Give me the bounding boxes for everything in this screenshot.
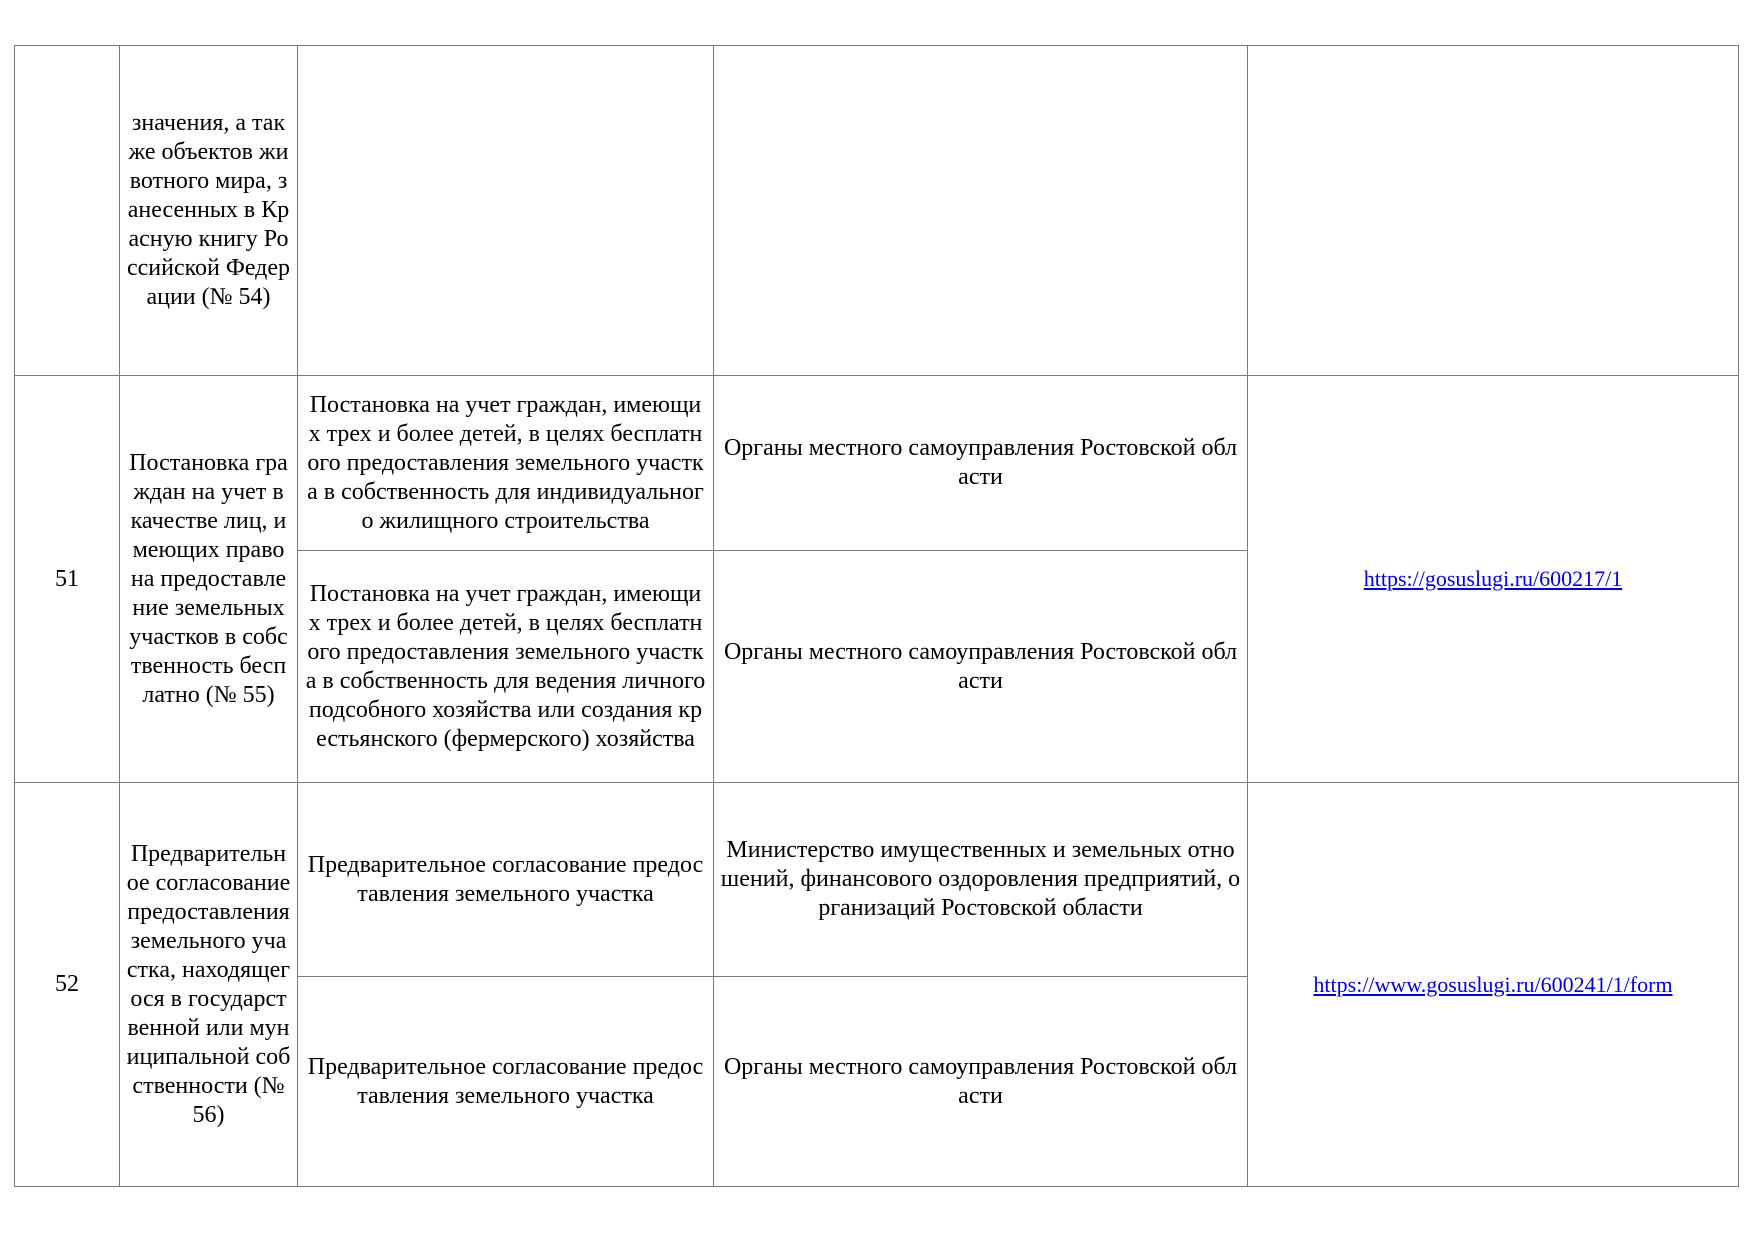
row-number-cell: 52 — [15, 783, 120, 1187]
provider-cell: Органы местного самоуправления Ростовской области — [714, 551, 1248, 783]
table-row-52 — [15, 783, 1739, 977]
subservice-name-cell: Предварительное согласование предоставления земельного участка — [298, 783, 714, 977]
service-name-cell: Постановка граждан на учет в качестве лиц, имеющих право на предоставление земельных участков в собственность бесплатно (№ 55) — [120, 376, 298, 783]
services-table — [14, 45, 1739, 1187]
service-name-cell: значения, а также объектов животного мира, занесенных в Красную книгу Российской Федерации (№ 54) — [120, 46, 298, 376]
gosuslugi-link[interactable]: https://www.gosuslugi.ru/600241/1/form — [1313, 971, 1673, 997]
subservice-name-cell: Постановка на учет граждан, имеющих трех и более детей, в целях бесплатного предоставления земельного участка в собственность для ведения личного подсобного хозяйства или создания крестьянского (фермерского) хозяйства — [298, 551, 714, 783]
provider-cell: Органы местного самоуправления Ростовской области — [714, 376, 1248, 551]
service-name-cell: Предварительное согласование предоставления земельного участка, находящегося в государственной или муниципальной собственности (№ 56) — [120, 783, 298, 1187]
row-number-cell: 51 — [15, 376, 120, 783]
gosuslugi-link[interactable]: https://gosuslugi.ru/600217/1 — [1363, 566, 1623, 591]
provider-cell: Органы местного самоуправления Ростовской области — [714, 977, 1248, 1187]
subservice-name-cell: Постановка на учет граждан, имеющих трех и более детей, в целях бесплатного предоставления земельного участка в собственность для индивидуального жилищного строительства — [298, 376, 714, 551]
provider-cell — [714, 46, 1248, 376]
provider-cell: Министерство имущественных и земельных отношений, финансового оздоровления предприятий, организаций Ростовской области — [714, 783, 1248, 977]
link-cell — [1248, 376, 1739, 783]
link-cell — [1248, 46, 1739, 376]
subservice-name-cell: Предварительное согласование предоставления земельного участка — [298, 977, 714, 1187]
row-number-cell — [15, 46, 120, 376]
table-row-54 — [15, 46, 1739, 376]
subservice-name-cell — [298, 46, 714, 376]
link-cell — [1248, 783, 1739, 1187]
table-row-51 — [15, 376, 1739, 551]
